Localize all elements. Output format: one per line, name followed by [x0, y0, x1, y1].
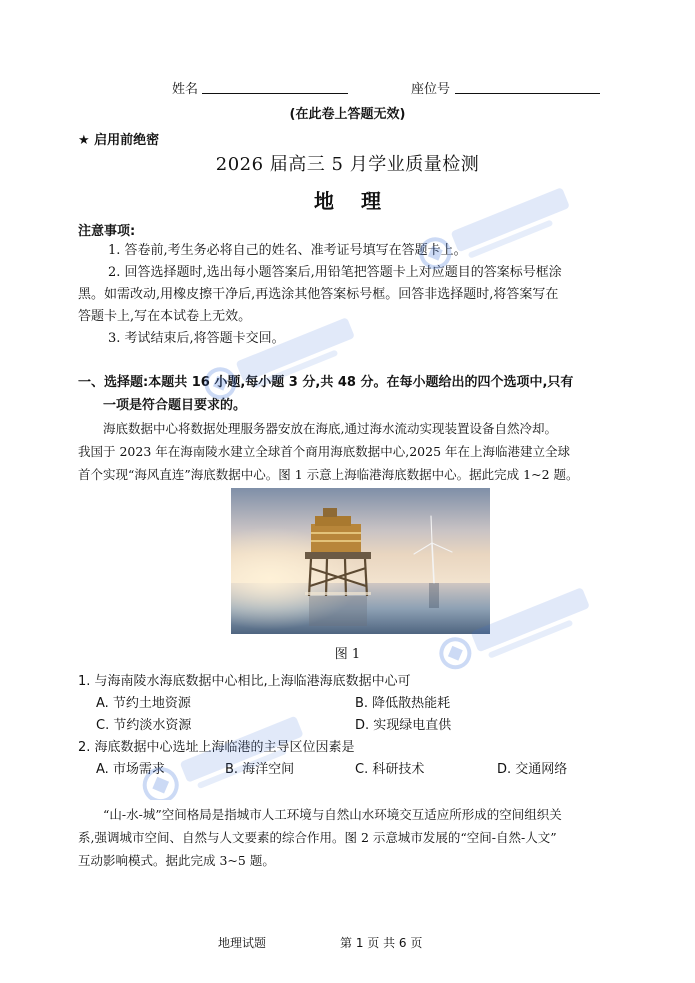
seat-label: 座位号: [411, 82, 451, 97]
passage-line: 互动影响模式。据此完成 3~5 题。: [78, 853, 275, 868]
passage-line: “山-水-城”空间格局是指城市人工环境与自然山水环境交互适应所形成的空间组织关: [103, 807, 562, 822]
instruction-item: 答题卡上,写在本试卷上无效。: [78, 309, 252, 324]
passage-line: 海底数据中心将数据处理服务器安放在海底,通过海水流动实现装置设备自然冷却。: [103, 421, 557, 436]
instruction-item: 黑。如需改动,用橡皮擦干净后,再选涂其他答案标号框。回答非选择题时,将答案写在: [78, 287, 559, 302]
instruction-item: 3. 考试结束后,将答题卡交回。: [108, 331, 285, 346]
watermark-logo: [180, 290, 370, 400]
question-1-option-d: D. 实现绿电直供: [355, 718, 452, 733]
name-blank-line: [202, 79, 348, 94]
figure-1-caption: 图 1: [334, 647, 361, 662]
question-1-option-c: C. 节约淡水资源: [96, 718, 192, 733]
passage-line: 系,强调城市空间、自然与人文要素的综合作用。图 2 示意城市发展的“空间-自然-人文”: [78, 830, 557, 845]
watermark-logo: [395, 160, 585, 270]
section-heading-line1: 一、选择题:本题共 16 小题,每小题 3 分,共 48 分。在每小题给出的四个选项中,只有: [78, 375, 574, 390]
name-label: 姓名: [172, 82, 199, 97]
question-1-option-b: B. 降低散热能耗: [355, 696, 451, 711]
invalid-notice: (在此卷上答题无效): [289, 107, 406, 122]
confidential-mark: ★ 启用前绝密: [78, 133, 160, 148]
watermark-logo: [415, 560, 605, 670]
question-2-option-c: C. 科研技术: [355, 762, 425, 777]
footer-page-number: 第 1 页 共 6 页: [340, 936, 423, 950]
passage-line: 我国于 2023 年在海南陵水建立全球首个商用海底数据中心,2025 年在上海临港建立全球: [78, 444, 571, 459]
instructions-heading: 注意事项:: [78, 224, 136, 239]
watermark-logo: [120, 690, 320, 800]
exam-title: 2026 届高三 5 月学业质量检测: [215, 154, 480, 175]
water-reflection: [309, 596, 367, 626]
question-1-stem: 1. 与海南陵水海底数据中心相比,上海临港海底数据中心可: [78, 674, 411, 689]
question-1-option-a: A. 节约土地资源: [96, 696, 191, 711]
instruction-item: 1. 答卷前,考生务必将自己的姓名、准考证号填写在答题卡上。: [108, 243, 467, 258]
question-2-option-b: B. 海洋空间: [225, 762, 295, 777]
passage-line: 首个实现“海风直连”海底数据中心。图 1 示意上海临港海底数据中心。据此完成 1~2 题。: [78, 467, 579, 482]
footer-subject: 地理试题: [218, 936, 267, 950]
subject-title: 地 理: [314, 189, 391, 213]
instruction-item: 2. 回答选择题时,选出每小题答案后,用铅笔把答题卡上对应题目的答案标号框涂: [108, 265, 562, 280]
seat-blank-line: [455, 79, 600, 94]
question-2-option-d: D. 交通网络: [497, 762, 568, 777]
section-heading-line2: 一项是符合题目要求的。: [103, 398, 247, 413]
question-2-stem: 2. 海底数据中心选址上海临港的主导区位因素是: [78, 740, 355, 755]
question-2-option-a: A. 市场需求: [96, 762, 165, 777]
